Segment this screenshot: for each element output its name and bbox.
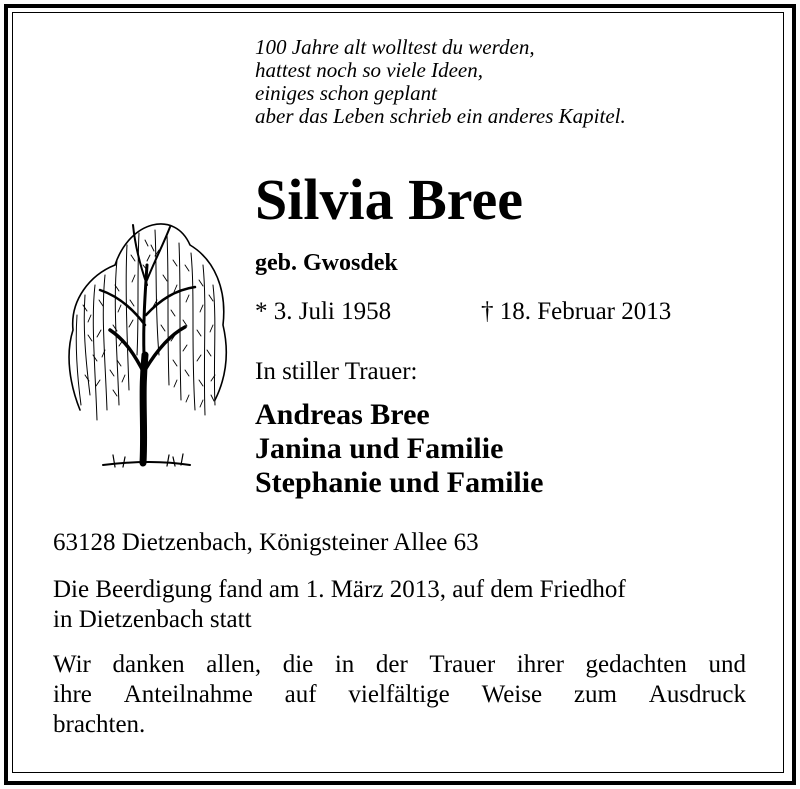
thanks-word: danken — [112, 651, 185, 678]
thanks-word: vielfältige — [348, 681, 450, 708]
mourners-list — [255, 398, 543, 500]
death-date: † 18. Februar 2013 — [481, 298, 672, 325]
thanks-word: und — [708, 651, 746, 678]
poem-line: aber das Leben schrieb ein anderes Kapitel. — [255, 104, 626, 128]
thanks-word: Wir — [53, 651, 91, 678]
birth-date: * 3. Juli 1958 — [255, 298, 392, 325]
thanks-notice — [53, 650, 746, 740]
thanks-line — [53, 650, 746, 680]
thanks-word: Ausdruck — [648, 681, 746, 708]
thanks-word: auf — [284, 681, 317, 708]
thanks-word: zum — [573, 681, 617, 708]
thanks-word: Weise — [481, 681, 543, 708]
burial-line: in Dietzenbach statt — [53, 606, 252, 633]
poem-line: hattest noch so viele Ideen, — [255, 58, 484, 82]
address: 63128 Dietzenbach, Königsteiner Allee 63 — [53, 529, 479, 556]
thanks-line: brachten. — [53, 711, 146, 738]
thanks-word: allen, — [206, 651, 262, 678]
poem-line: 100 Jahre alt wolltest du werden, — [255, 35, 535, 59]
thanks-line — [53, 680, 746, 710]
poem-line: einiges schon geplant — [255, 81, 437, 105]
thanks-word: in — [334, 651, 355, 678]
thanks-word: Trauer — [429, 651, 496, 678]
thanks-word: ihrer — [516, 651, 564, 678]
thanks-word: ihre — [53, 681, 92, 708]
maiden-name: geb. Gwosdek — [255, 250, 398, 276]
mourner-name: Andreas Bree — [255, 398, 430, 431]
burial-notice — [53, 575, 746, 635]
thanks-word: der — [375, 651, 408, 678]
thanks-word: gedachten — [585, 651, 687, 678]
weeping-willow-icon — [55, 205, 235, 475]
burial-line: Die Beerdigung fand am 1. März 2013, auf dem Friedhof — [53, 576, 626, 603]
mourner-name: Stephanie und Familie — [255, 466, 544, 499]
mourning-label: In stiller Trauer: — [255, 358, 418, 385]
thanks-word: die — [282, 651, 314, 678]
life-dates — [255, 297, 725, 327]
deceased-name: Silvia Bree — [255, 167, 523, 232]
memorial-poem — [255, 36, 626, 128]
mourner-name: Janina und Familie — [255, 432, 504, 465]
thanks-word: Anteilnahme — [123, 681, 253, 708]
